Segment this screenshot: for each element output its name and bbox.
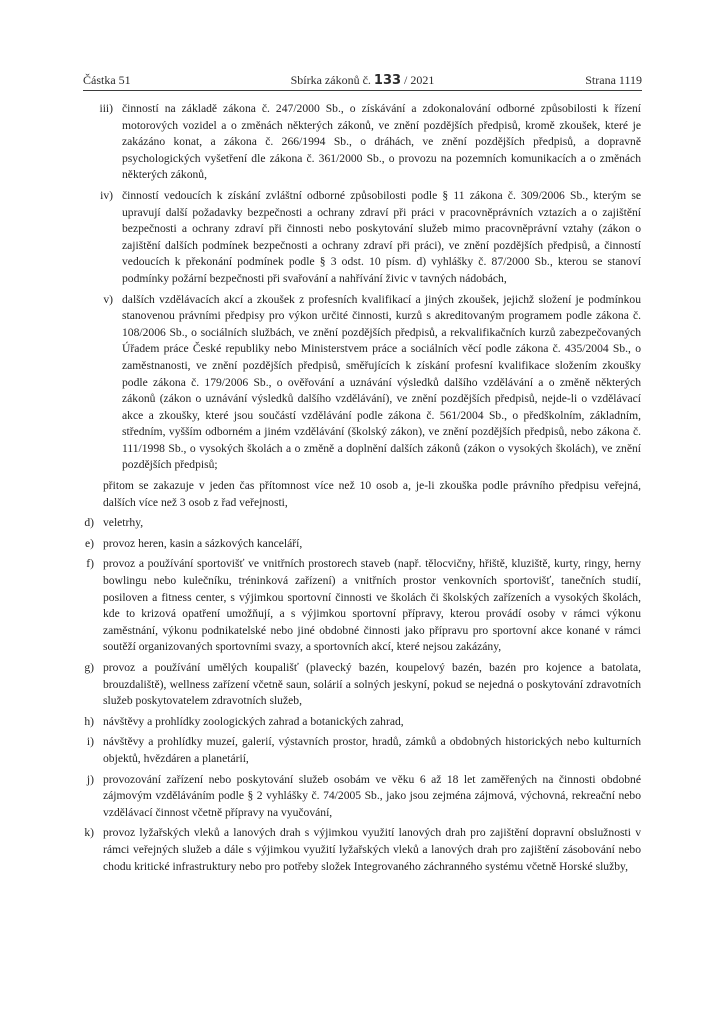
- list-item-label: f): [86, 557, 94, 571]
- list-item-text: návštěvy a prohlídky zoologických zahrad a botanických zahrad,: [103, 714, 404, 728]
- list-item: [0, 714, 724, 731]
- list-item-label: i): [86, 735, 94, 749]
- list-item-label: iv): [100, 188, 113, 202]
- list-item-label: k): [84, 826, 94, 840]
- list-item-label: j): [86, 772, 94, 786]
- list-item-label: iii): [99, 102, 113, 115]
- header-part-number: Částka 51: [83, 73, 131, 87]
- list-item-label: g): [84, 661, 94, 674]
- header-collection-year: / 2021: [404, 73, 435, 87]
- list-item: [0, 292, 724, 475]
- list-item-label: e): [84, 536, 94, 550]
- header-collection-prefix: Sbírka zákonů č.: [290, 73, 371, 87]
- list-item-text: činností vedoucích k získání zvláštní odborné způsobilosti podle § 11 zákona č. 309/2006 Sb., kterým se upravují další požadavky bezpečnosti a ochrany zdraví při práci v pracovněprávních vztazích a o zajištění bezpečnosti a ochrany zdraví při činnosti nebo poskytování služeb mimo pracovněprávní vztahy (zákon o zajištění dalších podmínek bezpečnosti a ochrany zdraví při práci), ve znění pozdějších předpisů, a činností vedoucích k překonání podmínek podle § 3 odst. 10 písm. d) vyhlášky č. 87/2000 Sb., kterou se stanoví podmínky požární bezpečnosti při svařování a nahřívání živic v tavných nádobách,: [122, 188, 641, 285]
- list-item: [0, 536, 724, 553]
- list-item-text: provoz a používání sportovišť ve vnitřních prostorech staveb (např. tělocvičny, hřiště, kluziště, kurty, ringy, herny bowlingu nebo kulečníku, tréninková zařízení) a vnitřních prostor venkovních sportovišť, tanečních studií, posiloven a fitness center, s výjimkou sportovní činnosti ve školách či školských zařízeních a vysokých školách, kde to krizová opatření umožňují, a s výjimkou sportovní přípravy, kterou provádí osoby v rámci výkonu zaměstnání, výkonu podnikatelské nebo jiné obdobné činnosti jako přípravu pro sportovní akce konané v rámci soutěží organizovaných sportovními svazy, a sportovních akcí, které nejsou zakázány,: [103, 557, 641, 654]
- list-item: [0, 825, 724, 875]
- header-divider: [83, 90, 642, 91]
- list-item-text: provoz a používání umělých koupališť (plavecký bazén, koupelový bazén, bazén pro kojence a batolata, brouzdaliště), wellness zařízení včetně saun, solárií a solných jeskyní, pokud se nejedná o poskytování zdravotních služeb poskytovatelem zdravotních služeb,: [103, 661, 641, 708]
- header-collection-title: [83, 73, 642, 88]
- list-item-label: d): [84, 516, 94, 530]
- list-item: [0, 515, 724, 532]
- list-item: [0, 734, 724, 767]
- list-item: [0, 556, 724, 656]
- header-page-number: Strana 1119: [585, 73, 642, 87]
- list-item: [0, 660, 724, 710]
- header-collection-number: 133: [373, 73, 402, 88]
- list-item: [0, 772, 724, 822]
- list-item: [0, 188, 724, 288]
- list-item-text: dalších vzdělávacích akcí a zkoušek z profesních kvalifikací a jiných zkoušek, jejichž složení je podmínkou stanovenou právními předpisy pro výkon určité činnosti, kurzů s akreditovaným programem podle zákona č. 108/2006 Sb., o sociálních službách, ve znění pozdějších předpisů, a rekvalifikačních kurzů zabezpečovaných Úřadem práce České republiky nebo Ministerstvem práce a sociálních věcí podle zákona č. 435/2004 Sb., o zaměstnanosti, ve znění pozdějších předpisů, směřujících k získání profesní kvalifikace složením zkoušky podle zákona č. 179/2006 Sb., o ověřování a uznávání výsledků dalšího vzdělávání a o změně některých zákonů (zákon o uznávání výsledků dalšího vzdělávání), ve znění pozdějších předpisů, nejde-li o vzdělávací akce a zkoušky, které jsou součástí vzdělávání podle zákona č. 561/2004 Sb., o předškolním, základním, středním, vyšším odborném a jiném vzdělávání (školský zákon), ve znění pozdějších předpisů, nebo zákona č. 111/1998 Sb., o vysokých školách a o změně a doplnění dalších zákonů (zákon o vysokých školách), ve znění pozdějších předpisů;: [122, 292, 641, 472]
- document-body: [0, 101, 724, 879]
- list-item-label: h): [84, 714, 94, 728]
- list-item-text: provozování zařízení nebo poskytování služeb osobám ve věku 6 až 18 let zaměřených na činnosti obdobné zájmovým vzděláváním podle § 2 vyhlášky č. 74/2005 Sb., jako jsou zejména zájmová, výchovná, rekreační nebo vzdělávací činnost včetně přípravy na vyučování,: [103, 772, 641, 819]
- list-item: [0, 101, 724, 184]
- body-paragraph: přitom se zakazuje v jeden čas přítomnost více než 10 osob a, je-li zkouška podle právního předpisu veřejná, dalších více než 3 osob z řad veřejnosti,: [103, 479, 641, 509]
- page-header: [83, 73, 642, 89]
- list-item-text: činností na základě zákona č. 247/2000 Sb., o získávání a zdokonalování odborné způsobilosti k řízení motorových vozidel a o změnách některých zákonů, ve znění pozdějších předpisů, kromě zkoušek, které je zakázáno konat, a zákona č. 266/1994 Sb., o dráhách, ve znění pozdějších předpisů, a dopravně psychologických vyšetření dle zákona č. 361/2000 Sb., o provozu na pozemních komunikacích a o změnách některých zákonů,: [122, 102, 641, 182]
- list-item-label: v): [103, 292, 113, 306]
- list-item-text: provoz lyžařských vleků a lanových drah s výjimkou využití lanových drah pro zajištění dopravní obslužnosti v rámci veřejných služeb a dále s výjimkou využití lyžařských vleků a lanových drah pro zajištění zásobování nebo chodu kritické infrastruktury nebo pro potřeby složek Integrovaného záchranného systému včetně Horské služby,: [103, 826, 641, 873]
- list-item-text: veletrhy,: [103, 516, 144, 530]
- list-item-text: návštěvy a prohlídky muzeí, galerií, výstavních prostor, hradů, zámků a obdobných historických nebo kulturních objektů, hvězdáren a planetárií,: [103, 735, 641, 765]
- list-item-text: provoz heren, kasin a sázkových kanceláří,: [103, 536, 303, 550]
